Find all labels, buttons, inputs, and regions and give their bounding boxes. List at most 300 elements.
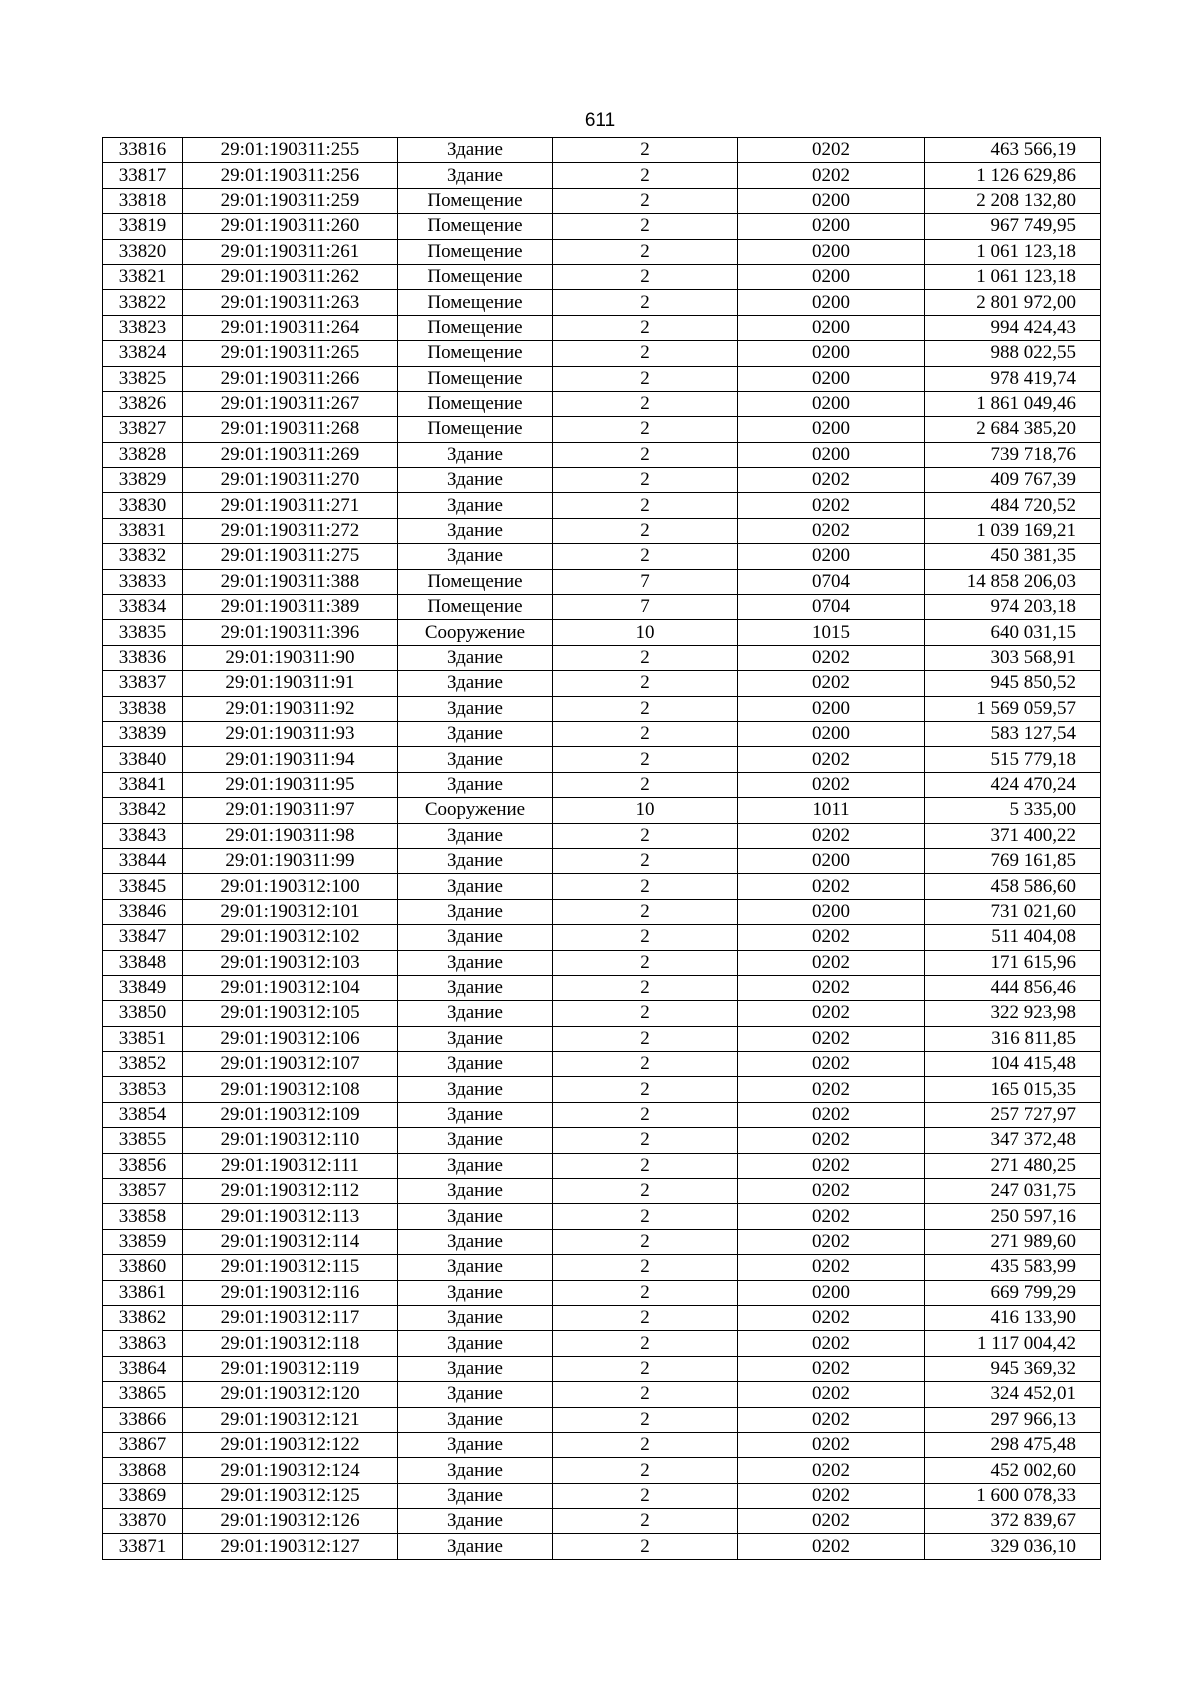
row-number-cell: 33823 <box>103 315 183 340</box>
cadastral-value-cell: 463 566,19 <box>925 138 1101 163</box>
cadastral-number-cell: 29:01:190312:124 <box>183 1458 398 1483</box>
group-cell: 7 <box>553 595 738 620</box>
row-number-cell: 33855 <box>103 1128 183 1153</box>
row-number-cell: 33822 <box>103 290 183 315</box>
row-number-cell: 33849 <box>103 975 183 1000</box>
cadastral-value-cell: 297 966,13 <box>925 1407 1101 1432</box>
code-cell: 0202 <box>738 1432 925 1457</box>
cadastral-value-cell: 316 811,85 <box>925 1026 1101 1051</box>
code-cell: 0202 <box>738 772 925 797</box>
code-cell: 0704 <box>738 595 925 620</box>
cadastral-number-cell: 29:01:190312:111 <box>183 1153 398 1178</box>
cadastral-value-cell: 14 858 206,03 <box>925 569 1101 594</box>
table-row <box>103 1280 1101 1305</box>
code-cell: 0202 <box>738 468 925 493</box>
row-number-cell: 33853 <box>103 1077 183 1102</box>
cadastral-number-cell: 29:01:190311:98 <box>183 823 398 848</box>
table-row <box>103 798 1101 823</box>
row-number-cell: 33866 <box>103 1407 183 1432</box>
row-number-cell: 33820 <box>103 239 183 264</box>
cadastral-value-cell: 298 475,48 <box>925 1432 1101 1457</box>
row-number-cell: 33836 <box>103 645 183 670</box>
cadastral-value-cell: 2 684 385,20 <box>925 417 1101 442</box>
code-cell: 0200 <box>738 544 925 569</box>
row-number-cell: 33848 <box>103 950 183 975</box>
table-row <box>103 315 1101 340</box>
row-number-cell: 33862 <box>103 1305 183 1330</box>
cadastral-number-cell: 29:01:190311:95 <box>183 772 398 797</box>
group-cell: 2 <box>553 1052 738 1077</box>
cadastral-number-cell: 29:01:190311:261 <box>183 239 398 264</box>
cadastral-number-cell: 29:01:190311:388 <box>183 569 398 594</box>
object-type-cell: Здание <box>398 1305 553 1330</box>
cadastral-value-cell: 640 031,15 <box>925 620 1101 645</box>
cadastral-number-cell: 29:01:190312:103 <box>183 950 398 975</box>
table-row <box>103 1026 1101 1051</box>
code-cell: 0202 <box>738 671 925 696</box>
table-row <box>103 163 1101 188</box>
table-row <box>103 874 1101 899</box>
table-row <box>103 1255 1101 1280</box>
row-number-cell: 33831 <box>103 518 183 543</box>
cadastral-value-table <box>102 137 1101 1560</box>
cadastral-value-cell: 1 569 059,57 <box>925 696 1101 721</box>
group-cell: 2 <box>553 315 738 340</box>
table-row <box>103 696 1101 721</box>
table-row <box>103 468 1101 493</box>
code-cell: 0202 <box>738 874 925 899</box>
object-type-cell: Здание <box>398 1509 553 1534</box>
table-row <box>103 1001 1101 1026</box>
group-cell: 2 <box>553 239 738 264</box>
object-type-cell: Помещение <box>398 569 553 594</box>
table-row <box>103 950 1101 975</box>
row-number-cell: 33856 <box>103 1153 183 1178</box>
table-row <box>103 1458 1101 1483</box>
cadastral-value-cell: 303 568,91 <box>925 645 1101 670</box>
table-row <box>103 1305 1101 1330</box>
code-cell: 0200 <box>738 391 925 416</box>
group-cell: 2 <box>553 138 738 163</box>
table-row <box>103 620 1101 645</box>
object-type-cell: Здание <box>398 1458 553 1483</box>
table-row <box>103 1509 1101 1534</box>
row-number-cell: 33841 <box>103 772 183 797</box>
object-type-cell: Здание <box>398 163 553 188</box>
cadastral-value-cell: 322 923,98 <box>925 1001 1101 1026</box>
object-type-cell: Помещение <box>398 595 553 620</box>
group-cell: 2 <box>553 1001 738 1026</box>
cadastral-number-cell: 29:01:190311:259 <box>183 188 398 213</box>
row-number-cell: 33817 <box>103 163 183 188</box>
cadastral-value-cell: 2 208 132,80 <box>925 188 1101 213</box>
object-type-cell: Здание <box>398 1382 553 1407</box>
table-row <box>103 595 1101 620</box>
cadastral-value-cell: 511 404,08 <box>925 925 1101 950</box>
table-row <box>103 823 1101 848</box>
cadastral-value-cell: 435 583,99 <box>925 1255 1101 1280</box>
code-cell: 0200 <box>738 899 925 924</box>
group-cell: 2 <box>553 544 738 569</box>
object-type-cell: Здание <box>398 975 553 1000</box>
cadastral-value-cell: 994 424,43 <box>925 315 1101 340</box>
cadastral-number-cell: 29:01:190311:389 <box>183 595 398 620</box>
group-cell: 2 <box>553 823 738 848</box>
row-number-cell: 33870 <box>103 1509 183 1534</box>
cadastral-number-cell: 29:01:190312:102 <box>183 925 398 950</box>
row-number-cell: 33857 <box>103 1179 183 1204</box>
group-cell: 2 <box>553 214 738 239</box>
table-row <box>103 544 1101 569</box>
cadastral-value-cell: 1 126 629,86 <box>925 163 1101 188</box>
cadastral-value-cell: 2 801 972,00 <box>925 290 1101 315</box>
group-cell: 2 <box>553 874 738 899</box>
code-cell: 1011 <box>738 798 925 823</box>
object-type-cell: Здание <box>398 1255 553 1280</box>
code-cell: 0200 <box>738 1280 925 1305</box>
table-row <box>103 721 1101 746</box>
cadastral-value-cell: 409 767,39 <box>925 468 1101 493</box>
object-type-cell: Здание <box>398 772 553 797</box>
table-row <box>103 1204 1101 1229</box>
table-row <box>103 1331 1101 1356</box>
group-cell: 2 <box>553 1356 738 1381</box>
cadastral-number-cell: 29:01:190311:262 <box>183 264 398 289</box>
group-cell: 2 <box>553 163 738 188</box>
cadastral-number-cell: 29:01:190311:270 <box>183 468 398 493</box>
row-number-cell: 33852 <box>103 1052 183 1077</box>
cadastral-value-cell: 171 615,96 <box>925 950 1101 975</box>
group-cell: 2 <box>553 366 738 391</box>
cadastral-value-cell: 769 161,85 <box>925 848 1101 873</box>
cadastral-number-cell: 29:01:190311:396 <box>183 620 398 645</box>
code-cell: 0202 <box>738 1509 925 1534</box>
cadastral-number-cell: 29:01:190311:260 <box>183 214 398 239</box>
code-cell: 0202 <box>738 1382 925 1407</box>
object-type-cell: Здание <box>398 1229 553 1254</box>
group-cell: 2 <box>553 341 738 366</box>
row-number-cell: 33829 <box>103 468 183 493</box>
group-cell: 2 <box>553 518 738 543</box>
row-number-cell: 33847 <box>103 925 183 950</box>
object-type-cell: Здание <box>398 138 553 163</box>
row-number-cell: 33842 <box>103 798 183 823</box>
cadastral-value-cell: 739 718,76 <box>925 442 1101 467</box>
group-cell: 2 <box>553 1280 738 1305</box>
object-type-cell: Помещение <box>398 315 553 340</box>
code-cell: 0202 <box>738 925 925 950</box>
row-number-cell: 33864 <box>103 1356 183 1381</box>
table-row <box>103 772 1101 797</box>
cadastral-number-cell: 29:01:190311:268 <box>183 417 398 442</box>
cadastral-number-cell: 29:01:190312:120 <box>183 1382 398 1407</box>
cadastral-number-cell: 29:01:190312:116 <box>183 1280 398 1305</box>
group-cell: 2 <box>553 290 738 315</box>
cadastral-value-cell: 974 203,18 <box>925 595 1101 620</box>
object-type-cell: Помещение <box>398 417 553 442</box>
cadastral-value-cell: 250 597,16 <box>925 1204 1101 1229</box>
object-type-cell: Здание <box>398 1052 553 1077</box>
cadastral-number-cell: 29:01:190311:272 <box>183 518 398 543</box>
cadastral-value-cell: 945 850,52 <box>925 671 1101 696</box>
cadastral-value-cell: 444 856,46 <box>925 975 1101 1000</box>
code-cell: 0202 <box>738 1534 925 1559</box>
cadastral-number-cell: 29:01:190312:127 <box>183 1534 398 1559</box>
object-type-cell: Помещение <box>398 391 553 416</box>
table-row <box>103 848 1101 873</box>
cadastral-number-cell: 29:01:190311:91 <box>183 671 398 696</box>
cadastral-value-cell: 324 452,01 <box>925 1382 1101 1407</box>
object-type-cell: Здание <box>398 1534 553 1559</box>
cadastral-value-cell: 271 480,25 <box>925 1153 1101 1178</box>
group-cell: 2 <box>553 1458 738 1483</box>
cadastral-number-cell: 29:01:190312:108 <box>183 1077 398 1102</box>
table-row <box>103 645 1101 670</box>
code-cell: 0202 <box>738 1305 925 1330</box>
group-cell: 2 <box>553 493 738 518</box>
group-cell: 2 <box>553 1077 738 1102</box>
row-number-cell: 33824 <box>103 341 183 366</box>
table-row <box>103 493 1101 518</box>
row-number-cell: 33835 <box>103 620 183 645</box>
object-type-cell: Помещение <box>398 188 553 213</box>
group-cell: 2 <box>553 671 738 696</box>
code-cell: 0202 <box>738 975 925 1000</box>
row-number-cell: 33837 <box>103 671 183 696</box>
table-row <box>103 366 1101 391</box>
code-cell: 0200 <box>738 239 925 264</box>
row-number-cell: 33854 <box>103 1102 183 1127</box>
table-row <box>103 341 1101 366</box>
row-number-cell: 33830 <box>103 493 183 518</box>
group-cell: 2 <box>553 1483 738 1508</box>
object-type-cell: Здание <box>398 1407 553 1432</box>
table-row <box>103 671 1101 696</box>
group-cell: 2 <box>553 848 738 873</box>
code-cell: 1015 <box>738 620 925 645</box>
object-type-cell: Здание <box>398 518 553 543</box>
cadastral-number-cell: 29:01:190312:122 <box>183 1432 398 1457</box>
cadastral-value-cell: 424 470,24 <box>925 772 1101 797</box>
table-row <box>103 1077 1101 1102</box>
cadastral-value-cell: 988 022,55 <box>925 341 1101 366</box>
cadastral-value-cell: 271 989,60 <box>925 1229 1101 1254</box>
table-row <box>103 138 1101 163</box>
row-number-cell: 33859 <box>103 1229 183 1254</box>
object-type-cell: Здание <box>398 1204 553 1229</box>
code-cell: 0202 <box>738 1001 925 1026</box>
cadastral-value-cell: 371 400,22 <box>925 823 1101 848</box>
cadastral-number-cell: 29:01:190312:119 <box>183 1356 398 1381</box>
table-row <box>103 264 1101 289</box>
row-number-cell: 33826 <box>103 391 183 416</box>
code-cell: 0200 <box>738 848 925 873</box>
cadastral-number-cell: 29:01:190311:264 <box>183 315 398 340</box>
cadastral-value-cell: 5 335,00 <box>925 798 1101 823</box>
table-body <box>103 138 1101 1560</box>
row-number-cell: 33832 <box>103 544 183 569</box>
group-cell: 2 <box>553 1432 738 1457</box>
object-type-cell: Здание <box>398 1179 553 1204</box>
group-cell: 2 <box>553 417 738 442</box>
row-number-cell: 33851 <box>103 1026 183 1051</box>
object-type-cell: Здание <box>398 645 553 670</box>
table-row <box>103 1179 1101 1204</box>
cadastral-number-cell: 29:01:190311:97 <box>183 798 398 823</box>
cadastral-number-cell: 29:01:190312:110 <box>183 1128 398 1153</box>
code-cell: 0202 <box>738 493 925 518</box>
table-row <box>103 1483 1101 1508</box>
cadastral-number-cell: 29:01:190312:101 <box>183 899 398 924</box>
object-type-cell: Помещение <box>398 366 553 391</box>
table-row <box>103 239 1101 264</box>
group-cell: 2 <box>553 391 738 416</box>
object-type-cell: Здание <box>398 544 553 569</box>
cadastral-value-cell: 484 720,52 <box>925 493 1101 518</box>
group-cell: 2 <box>553 468 738 493</box>
table-row <box>103 518 1101 543</box>
cadastral-number-cell: 29:01:190312:100 <box>183 874 398 899</box>
cadastral-value-cell: 104 415,48 <box>925 1052 1101 1077</box>
cadastral-value-cell: 416 133,90 <box>925 1305 1101 1330</box>
object-type-cell: Помещение <box>398 341 553 366</box>
cadastral-number-cell: 29:01:190311:94 <box>183 747 398 772</box>
cadastral-value-cell: 669 799,29 <box>925 1280 1101 1305</box>
table-row <box>103 1229 1101 1254</box>
object-type-cell: Здание <box>398 671 553 696</box>
cadastral-number-cell: 29:01:190311:99 <box>183 848 398 873</box>
object-type-cell: Здание <box>398 696 553 721</box>
cadastral-number-cell: 29:01:190312:114 <box>183 1229 398 1254</box>
table-row <box>103 214 1101 239</box>
code-cell: 0202 <box>738 163 925 188</box>
cadastral-value-cell: 1 061 123,18 <box>925 239 1101 264</box>
cadastral-number-cell: 29:01:190311:255 <box>183 138 398 163</box>
cadastral-value-cell: 1 061 123,18 <box>925 264 1101 289</box>
code-cell: 0202 <box>738 1204 925 1229</box>
code-cell: 0202 <box>738 1331 925 1356</box>
cadastral-number-cell: 29:01:190312:112 <box>183 1179 398 1204</box>
row-number-cell: 33834 <box>103 595 183 620</box>
group-cell: 2 <box>553 1509 738 1534</box>
code-cell: 0200 <box>738 315 925 340</box>
table-row <box>103 1432 1101 1457</box>
code-cell: 0200 <box>738 442 925 467</box>
table-row <box>103 747 1101 772</box>
cadastral-number-cell: 29:01:190311:265 <box>183 341 398 366</box>
group-cell: 2 <box>553 188 738 213</box>
cadastral-value-cell: 967 749,95 <box>925 214 1101 239</box>
cadastral-number-cell: 29:01:190311:266 <box>183 366 398 391</box>
cadastral-value-cell: 165 015,35 <box>925 1077 1101 1102</box>
cadastral-value-cell: 372 839,67 <box>925 1509 1101 1534</box>
group-cell: 2 <box>553 1204 738 1229</box>
cadastral-number-cell: 29:01:190311:275 <box>183 544 398 569</box>
code-cell: 0200 <box>738 188 925 213</box>
row-number-cell: 33838 <box>103 696 183 721</box>
group-cell: 10 <box>553 798 738 823</box>
group-cell: 2 <box>553 1534 738 1559</box>
code-cell: 0704 <box>738 569 925 594</box>
cadastral-value-cell: 978 419,74 <box>925 366 1101 391</box>
object-type-cell: Здание <box>398 1356 553 1381</box>
row-number-cell: 33863 <box>103 1331 183 1356</box>
code-cell: 0200 <box>738 696 925 721</box>
cadastral-number-cell: 29:01:190311:267 <box>183 391 398 416</box>
table-row <box>103 417 1101 442</box>
object-type-cell: Здание <box>398 823 553 848</box>
group-cell: 2 <box>553 975 738 1000</box>
code-cell: 0202 <box>738 1153 925 1178</box>
row-number-cell: 33850 <box>103 1001 183 1026</box>
cadastral-number-cell: 29:01:190311:92 <box>183 696 398 721</box>
table-row <box>103 1052 1101 1077</box>
code-cell: 0200 <box>738 417 925 442</box>
code-cell: 0202 <box>738 747 925 772</box>
group-cell: 2 <box>553 1382 738 1407</box>
object-type-cell: Здание <box>398 899 553 924</box>
table-row <box>103 1102 1101 1127</box>
row-number-cell: 33833 <box>103 569 183 594</box>
group-cell: 2 <box>553 1407 738 1432</box>
row-number-cell: 33858 <box>103 1204 183 1229</box>
group-cell: 2 <box>553 1305 738 1330</box>
row-number-cell: 33846 <box>103 899 183 924</box>
row-number-cell: 33867 <box>103 1432 183 1457</box>
cadastral-number-cell: 29:01:190311:90 <box>183 645 398 670</box>
group-cell: 2 <box>553 1102 738 1127</box>
code-cell: 0202 <box>738 1229 925 1254</box>
cadastral-number-cell: 29:01:190312:115 <box>183 1255 398 1280</box>
object-type-cell: Здание <box>398 747 553 772</box>
object-type-cell: Здание <box>398 1077 553 1102</box>
object-type-cell: Помещение <box>398 264 553 289</box>
code-cell: 0202 <box>738 1255 925 1280</box>
code-cell: 0200 <box>738 290 925 315</box>
cadastral-number-cell: 29:01:190312:105 <box>183 1001 398 1026</box>
group-cell: 2 <box>553 1179 738 1204</box>
row-number-cell: 33845 <box>103 874 183 899</box>
code-cell: 0202 <box>738 518 925 543</box>
cadastral-number-cell: 29:01:190312:106 <box>183 1026 398 1051</box>
row-number-cell: 33819 <box>103 214 183 239</box>
cadastral-value-cell: 257 727,97 <box>925 1102 1101 1127</box>
group-cell: 7 <box>553 569 738 594</box>
table-row <box>103 1128 1101 1153</box>
row-number-cell: 33827 <box>103 417 183 442</box>
code-cell: 0200 <box>738 264 925 289</box>
object-type-cell: Здание <box>398 1128 553 1153</box>
object-type-cell: Сооружение <box>398 798 553 823</box>
group-cell: 2 <box>553 442 738 467</box>
code-cell: 0202 <box>738 1102 925 1127</box>
page-number: 611 <box>584 110 616 131</box>
row-number-cell: 33828 <box>103 442 183 467</box>
row-number-cell: 33871 <box>103 1534 183 1559</box>
group-cell: 2 <box>553 925 738 950</box>
group-cell: 2 <box>553 1026 738 1051</box>
cadastral-number-cell: 29:01:190311:269 <box>183 442 398 467</box>
cadastral-value-cell: 945 369,32 <box>925 1356 1101 1381</box>
cadastral-value-cell: 515 779,18 <box>925 747 1101 772</box>
object-type-cell: Здание <box>398 468 553 493</box>
cadastral-value-cell: 347 372,48 <box>925 1128 1101 1153</box>
object-type-cell: Здание <box>398 1432 553 1457</box>
group-cell: 2 <box>553 1128 738 1153</box>
table-row <box>103 1534 1101 1559</box>
group-cell: 2 <box>553 1229 738 1254</box>
code-cell: 0202 <box>738 823 925 848</box>
